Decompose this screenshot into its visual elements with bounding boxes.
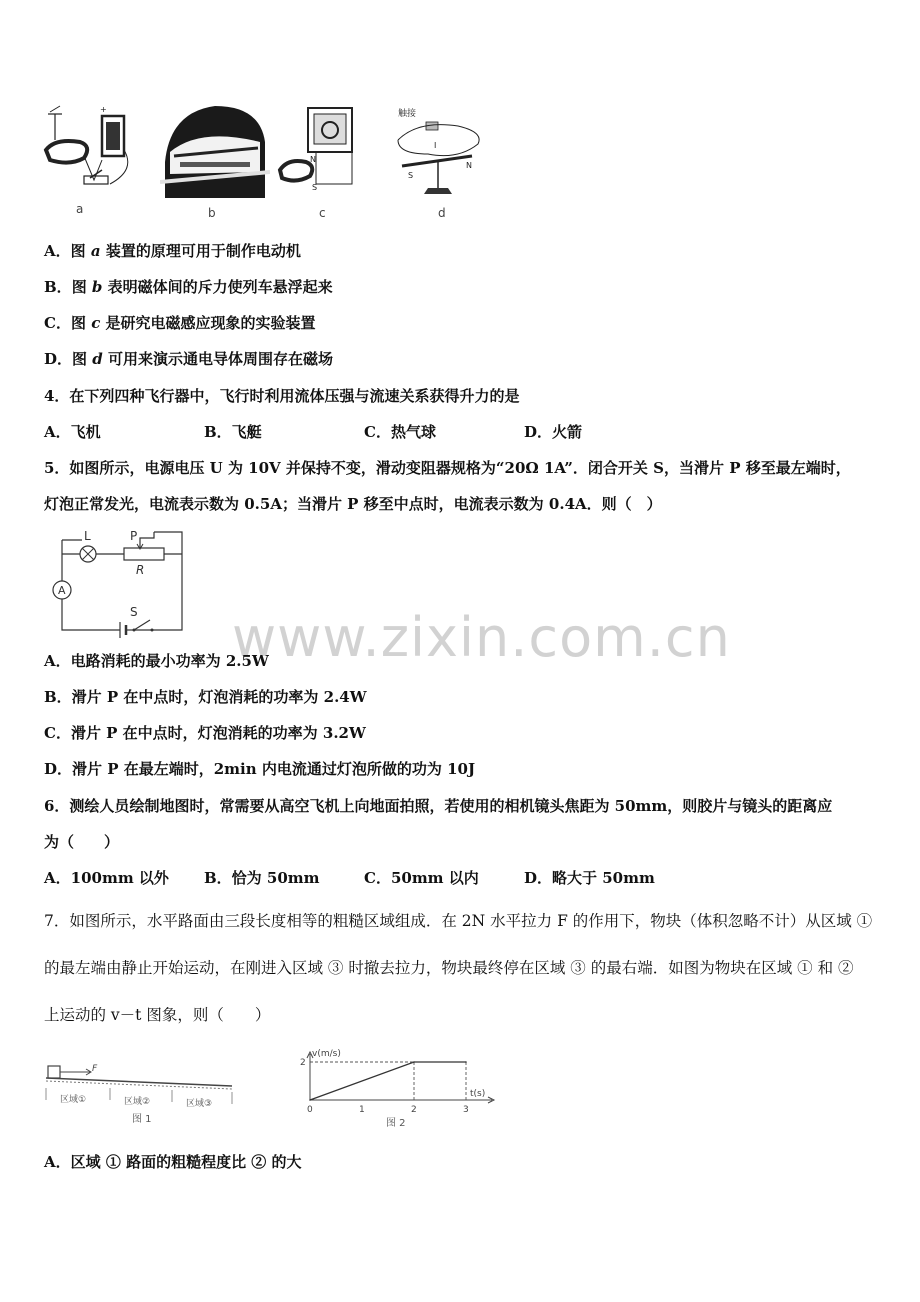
x-tick-label-2: 2 bbox=[411, 1105, 417, 1115]
q5-option-b: B．滑片 P 在中点时，灯泡消耗的功率为 2.4W bbox=[44, 688, 367, 706]
q5-circuit bbox=[44, 524, 188, 638]
x-tick-label-1: 1 bbox=[359, 1105, 365, 1115]
y-tick-label-2: 2 bbox=[300, 1058, 306, 1068]
vt-series-line bbox=[310, 1062, 466, 1100]
figure-b bbox=[160, 102, 270, 202]
watermark: www.zixin.com.cn bbox=[232, 606, 731, 669]
q6-options bbox=[44, 868, 744, 888]
force-label: F bbox=[92, 1064, 98, 1074]
battery-icon bbox=[120, 622, 126, 638]
q6-stem-line2: 为（ ） bbox=[44, 833, 120, 851]
q4-options bbox=[44, 422, 744, 442]
q7-stem-line1: 7．如图所示，水平路面由三段长度相等的粗糙区域组成．在 2N 水平拉力 F 的作用下，物块（体积忽略不计）从区域 ① bbox=[44, 912, 873, 930]
x-tick-label-0: 0 bbox=[307, 1105, 313, 1115]
q3-option-c: C．图 c 是研究电磁感应现象的实验装置 bbox=[44, 314, 316, 332]
q3-option-b: B．图 b 表明磁体间的斥力使列车悬浮起来 bbox=[44, 278, 333, 296]
slider-label: P bbox=[130, 529, 138, 543]
q5-option-c: C．滑片 P 在中点时，灯泡消耗的功率为 3.2W bbox=[44, 724, 366, 742]
figure-a bbox=[40, 100, 150, 210]
q5-stem-line1: 5．如图所示，电源电压 U 为 10V 并保持不变，滑动变阻器规格为“20Ω 1A”．闭合开关 S，当滑片 P 移至最左端时， bbox=[44, 459, 851, 477]
label-d-touch: 触接 bbox=[398, 109, 417, 119]
q7-option-a: A．区域 ① 路面的粗糙程度比 ② 的大 bbox=[44, 1153, 302, 1171]
caption-c: c bbox=[319, 206, 326, 220]
label-d-i: I bbox=[434, 141, 437, 150]
region-2-label: 区域② bbox=[124, 1097, 151, 1107]
lamp-icon bbox=[80, 546, 96, 562]
vt-point-0 bbox=[309, 1099, 311, 1101]
label-d-n: N bbox=[466, 161, 472, 170]
q6-stem-line1: 6．测绘人员绘制地图时，常需要从高空飞机上向地面拍照，若使用的相机镜头焦距为 50mm，则胶片与镜头的距离应 bbox=[44, 797, 833, 815]
vt-point-2 bbox=[465, 1061, 467, 1063]
q6-option-c: C．50mm 以内 bbox=[364, 869, 479, 887]
q5-stem-line2: 灯泡正常发光，电流表示数为 0.5A；当滑片 P 移至中点时，电流表示数为 0.4A．则（ ） bbox=[44, 495, 662, 513]
y-axis-label: v(m/s) bbox=[312, 1049, 341, 1059]
caption-b: b bbox=[208, 206, 216, 220]
x-tick-label-3: 3 bbox=[463, 1105, 469, 1115]
q4-stem: 4．在下列四种飞行器中，飞行时利用流体压强与流速关系获得升力的是 bbox=[44, 387, 520, 405]
q5-option-a: A．电路消耗的最小功率为 2.5W bbox=[44, 652, 269, 670]
q6-option-a: A．100mm 以外 bbox=[44, 869, 169, 887]
vt-point-1 bbox=[413, 1061, 415, 1063]
q6-option-d: D．略大于 50mm bbox=[524, 869, 655, 887]
q5-option-d: D．滑片 P 在最左端时，2min 内电流通过灯泡所做的功为 10J bbox=[44, 760, 476, 778]
figure-1-caption: 图 1 bbox=[132, 1114, 152, 1125]
figure-d bbox=[388, 104, 488, 200]
q7-vt-chart bbox=[296, 1046, 506, 1130]
region-1-label: 区域① bbox=[60, 1095, 87, 1105]
q6-option-b: B．恰为 50mm bbox=[204, 869, 320, 887]
q4-option-d: D．火箭 bbox=[524, 423, 583, 441]
switch-label: S bbox=[130, 605, 138, 619]
caption-d: d bbox=[438, 206, 446, 220]
label-d-s: S bbox=[408, 171, 414, 180]
x-axis-label: t(s) bbox=[470, 1089, 486, 1099]
q4-option-a: A．飞机 bbox=[44, 423, 101, 441]
q7-stem-line2: 的最左端由静止开始运动，在刚进入区域 ③ 时撤去拉力，物块最终停在区域 ③ 的最右端．如图为物块在区域 ① 和 ② bbox=[44, 959, 854, 977]
q4-option-b: B．飞艇 bbox=[204, 423, 262, 441]
q4-option-c: C．热气球 bbox=[364, 423, 436, 441]
ammeter-label: A bbox=[58, 584, 66, 597]
resistor-label: R bbox=[136, 563, 145, 577]
lamp-label: L bbox=[84, 529, 91, 543]
caption-a: a bbox=[76, 202, 84, 216]
figure-2-caption: 图 2 bbox=[386, 1118, 406, 1129]
q7-stem-line3: 上运动的 v－t 图象，则（ ） bbox=[44, 1006, 271, 1024]
q7-figure-1 bbox=[44, 1058, 240, 1128]
figure-c bbox=[276, 104, 356, 200]
label-c-n: N bbox=[310, 155, 316, 164]
ammeter-icon bbox=[53, 581, 71, 599]
block-icon bbox=[48, 1066, 60, 1078]
q3-option-d: D．图 d 可用来演示通电导体周围存在磁场 bbox=[44, 350, 333, 368]
region-3-label: 区域③ bbox=[186, 1099, 213, 1109]
svg-text:+: + bbox=[100, 105, 107, 114]
label-c-s: S bbox=[312, 183, 318, 192]
q3-option-a: A．图 a 装置的原理可用于制作电动机 bbox=[44, 242, 301, 260]
